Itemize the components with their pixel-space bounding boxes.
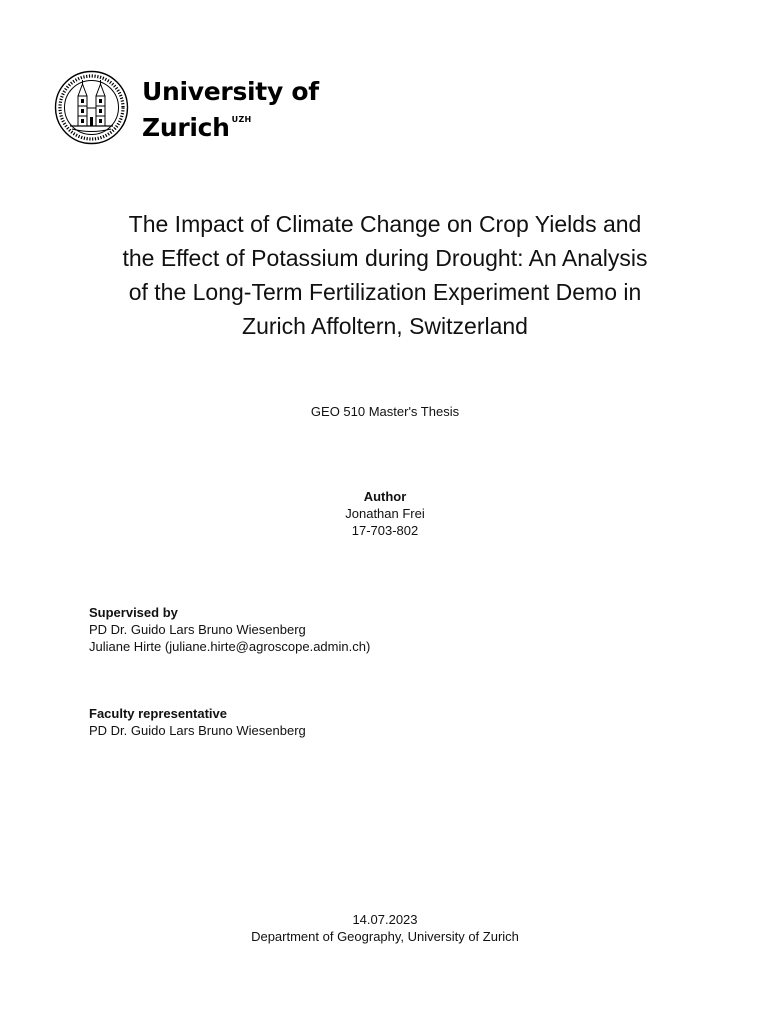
university-wordmark bbox=[142, 78, 319, 142]
author-name: Jonathan Frei bbox=[345, 506, 425, 521]
wordmark-line-2: Zurich bbox=[142, 113, 230, 142]
department-name: Department of Geography, University of Zurich bbox=[251, 929, 519, 944]
author-block bbox=[0, 488, 770, 539]
university-seal-icon bbox=[54, 70, 129, 145]
supervisors-heading: Supervised by bbox=[89, 605, 178, 620]
faculty-block bbox=[89, 705, 306, 739]
title-line: the Effect of Potassium during Drought: An Analysis bbox=[122, 245, 648, 271]
supervisor-name: Juliane Hirte (juliane.hirte@agroscope.admin.ch) bbox=[89, 639, 371, 654]
author-id: 17-703-802 bbox=[351, 523, 419, 538]
faculty-name: PD Dr. Guido Lars Bruno Wiesenberg bbox=[89, 723, 306, 738]
title-line: The Impact of Climate Change on Crop Yields and bbox=[128, 211, 642, 237]
thesis-title bbox=[70, 207, 700, 343]
footer-block bbox=[0, 911, 770, 945]
title-line: Zurich Affoltern, Switzerland bbox=[242, 313, 528, 339]
faculty-heading: Faculty representative bbox=[89, 706, 228, 721]
author-heading: Author bbox=[363, 489, 407, 504]
supervisors-block bbox=[89, 604, 370, 655]
submission-date: 14.07.2023 bbox=[352, 912, 418, 927]
wordmark-line-1: University of bbox=[142, 77, 319, 106]
thesis-type: GEO 510 Master's Thesis bbox=[310, 404, 460, 419]
supervisor-name: PD Dr. Guido Lars Bruno Wiesenberg bbox=[89, 622, 306, 637]
university-logo bbox=[54, 70, 319, 145]
title-line: of the Long-Term Fertilization Experiment Demo in bbox=[128, 279, 642, 305]
wordmark-suffix: UZH bbox=[231, 115, 252, 124]
